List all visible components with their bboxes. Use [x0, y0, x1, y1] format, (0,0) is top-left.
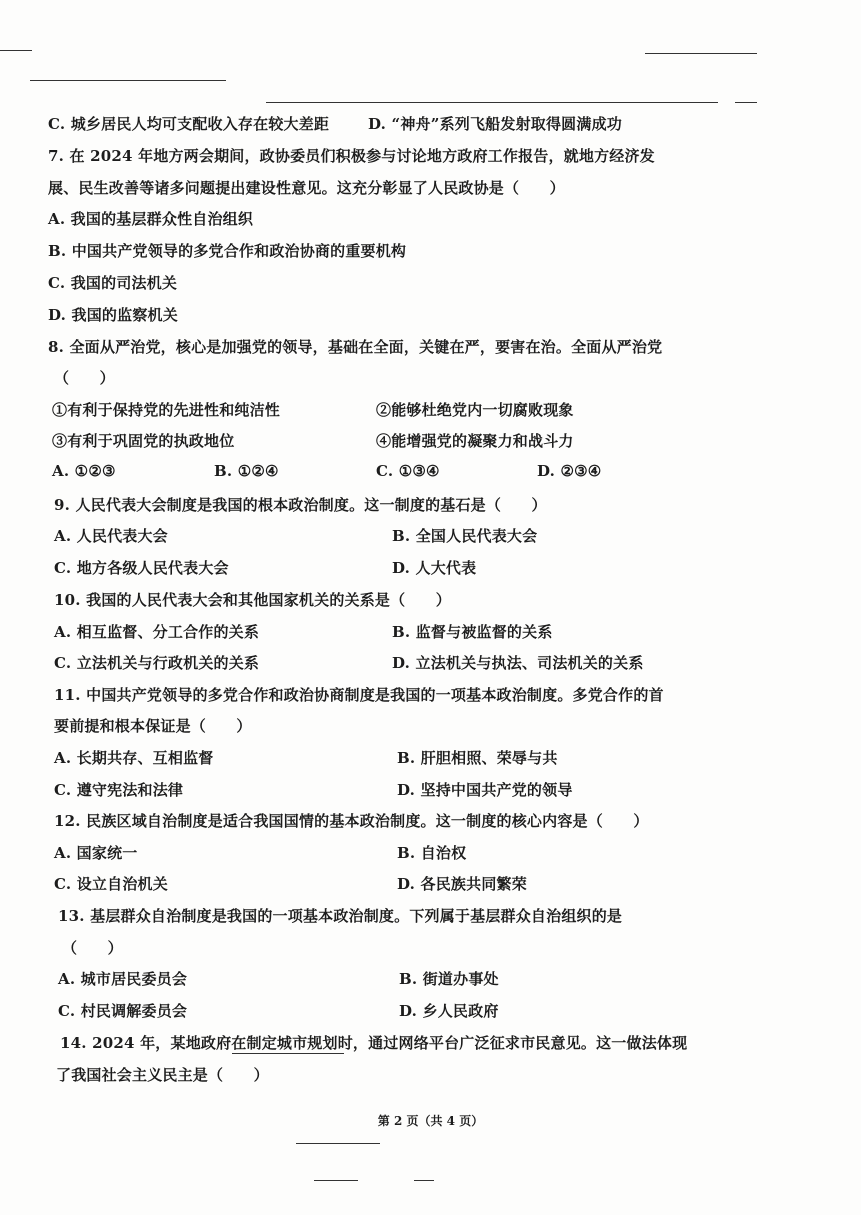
- q10-stem-line1: 10. 我国的人民代表大会和其他国家机关的关系是（ ）: [54, 591, 451, 609]
- q13-option-d: D. 乡人民政府: [399, 1002, 499, 1020]
- q7-option-c: C. 我国的司法机关: [48, 274, 178, 292]
- q8-item-1: ①有利于保持党的先进性和纯洁性: [52, 401, 281, 419]
- header-rule-right: [735, 102, 757, 103]
- q7-option-a: A. 我国的基层群众性自治组织: [48, 210, 254, 228]
- q12-option-c: C. 设立自治机关: [54, 875, 168, 893]
- bottom-rule-2: [414, 1180, 434, 1181]
- q13-option-c: C. 村民调解委员会: [58, 1002, 188, 1020]
- q12-option-d: D. 各民族共同繁荣: [397, 875, 527, 893]
- q10-option-d: D. 立法机关与执法、司法机关的关系: [392, 654, 644, 672]
- q13-stem-line1: 13. 基层群众自治制度是我国的一项基本政治制度。下列属于基层群众自治组织的是: [58, 907, 623, 925]
- q11-option-a: A. 长期共存、互相监督: [54, 749, 214, 767]
- q8-item-3: ③有利于巩固党的执政地位: [52, 432, 235, 450]
- q6-option-d: D. “神舟”系列飞船发射取得圆满成功: [368, 115, 622, 133]
- q9-stem-line1: 9. 人民代表大会制度是我国的根本政治制度。这一制度的基石是（ ）: [54, 496, 547, 514]
- page-number: 第 2 页（共 4 页）: [377, 1114, 484, 1128]
- q8-stem-line2: （ ）: [54, 369, 115, 387]
- q10-option-c: C. 立法机关与行政机关的关系: [54, 654, 260, 672]
- top-left-rule: [0, 50, 32, 51]
- q9-option-b: B. 全国人民代表大会: [392, 527, 538, 545]
- q9-option-d: D. 人大代表: [392, 559, 477, 577]
- q7-stem-line2: 展、民生改善等诸多问题提出建设性意见。这充分彰显了人民政协是（ ）: [48, 179, 565, 197]
- q12-option-a: A. 国家统一: [54, 844, 138, 862]
- bottom-rule-1: [314, 1180, 358, 1181]
- footer-rule: [296, 1143, 380, 1144]
- q11-option-d: D. 坚持中国共产党的领导: [397, 781, 573, 799]
- q14-stem-line1: 14. 2024 年，某地政府在制定城市规划时，通过网络平台广泛征求市民意见。这一做法体现: [60, 1034, 688, 1052]
- q14-stem-line2: 了我国社会主义民主是（ ）: [56, 1066, 269, 1084]
- q8-option-c: C. ①③④: [376, 462, 440, 480]
- q9-option-a: A. 人民代表大会: [54, 527, 168, 545]
- header-rule: [266, 102, 718, 103]
- q11-stem-line1: 11. 中国共产党领导的多党合作和政治协商制度是我国的一项基本政治制度。多党合作的首: [54, 686, 664, 704]
- q12-stem-line1: 12. 民族区域自治制度是适合我国国情的基本政治制度。这一制度的核心内容是（ ）: [54, 812, 649, 830]
- q8-option-b: B. ①②④: [214, 462, 279, 480]
- q8-stem-line1: 8. 全面从严治党，核心是加强党的领导，基础在全面，关键在严，要害在治。全面从严治党: [48, 338, 663, 356]
- q7-option-b: B. 中国共产党领导的多党合作和政治协商的重要机构: [48, 242, 407, 260]
- q8-option-a: A. ①②③: [52, 462, 116, 480]
- q8-option-d: D. ②③④: [537, 462, 602, 480]
- q10-option-a: A. 相互监督、分工合作的关系: [54, 623, 260, 641]
- top-left-rule-2: [30, 80, 226, 81]
- q11-stem-line2: 要前提和根本保证是（ ）: [54, 717, 252, 735]
- q6-option-c: C. 城乡居民人均可支配收入存在较大差距: [48, 115, 330, 133]
- q8-item-2: ②能够杜绝党内一切腐败现象: [376, 401, 574, 419]
- q11-option-c: C. 遵守宪法和法律: [54, 781, 184, 799]
- q13-option-b: B. 街道办事处: [399, 970, 499, 988]
- q11-option-b: B. 肝胆相照、荣辱与共: [397, 749, 558, 767]
- q7-stem-line1: 7. 在 2024 年地方两会期间，政协委员们积极参与讨论地方政府工作报告，就地方经济发: [48, 147, 655, 165]
- handwritten-underline: [232, 1053, 344, 1054]
- top-right-rule: [645, 53, 757, 54]
- q7-option-d: D. 我国的监察机关: [48, 306, 178, 324]
- q9-option-c: C. 地方各级人民代表大会: [54, 559, 229, 577]
- q8-item-4: ④能增强党的凝聚力和战斗力: [376, 432, 574, 450]
- q10-option-b: B. 监督与被监督的关系: [392, 623, 553, 641]
- q12-option-b: B. 自治权: [397, 844, 467, 862]
- q13-stem-line2: （ ）: [62, 939, 123, 957]
- q13-option-a: A. 城市居民委员会: [58, 970, 188, 988]
